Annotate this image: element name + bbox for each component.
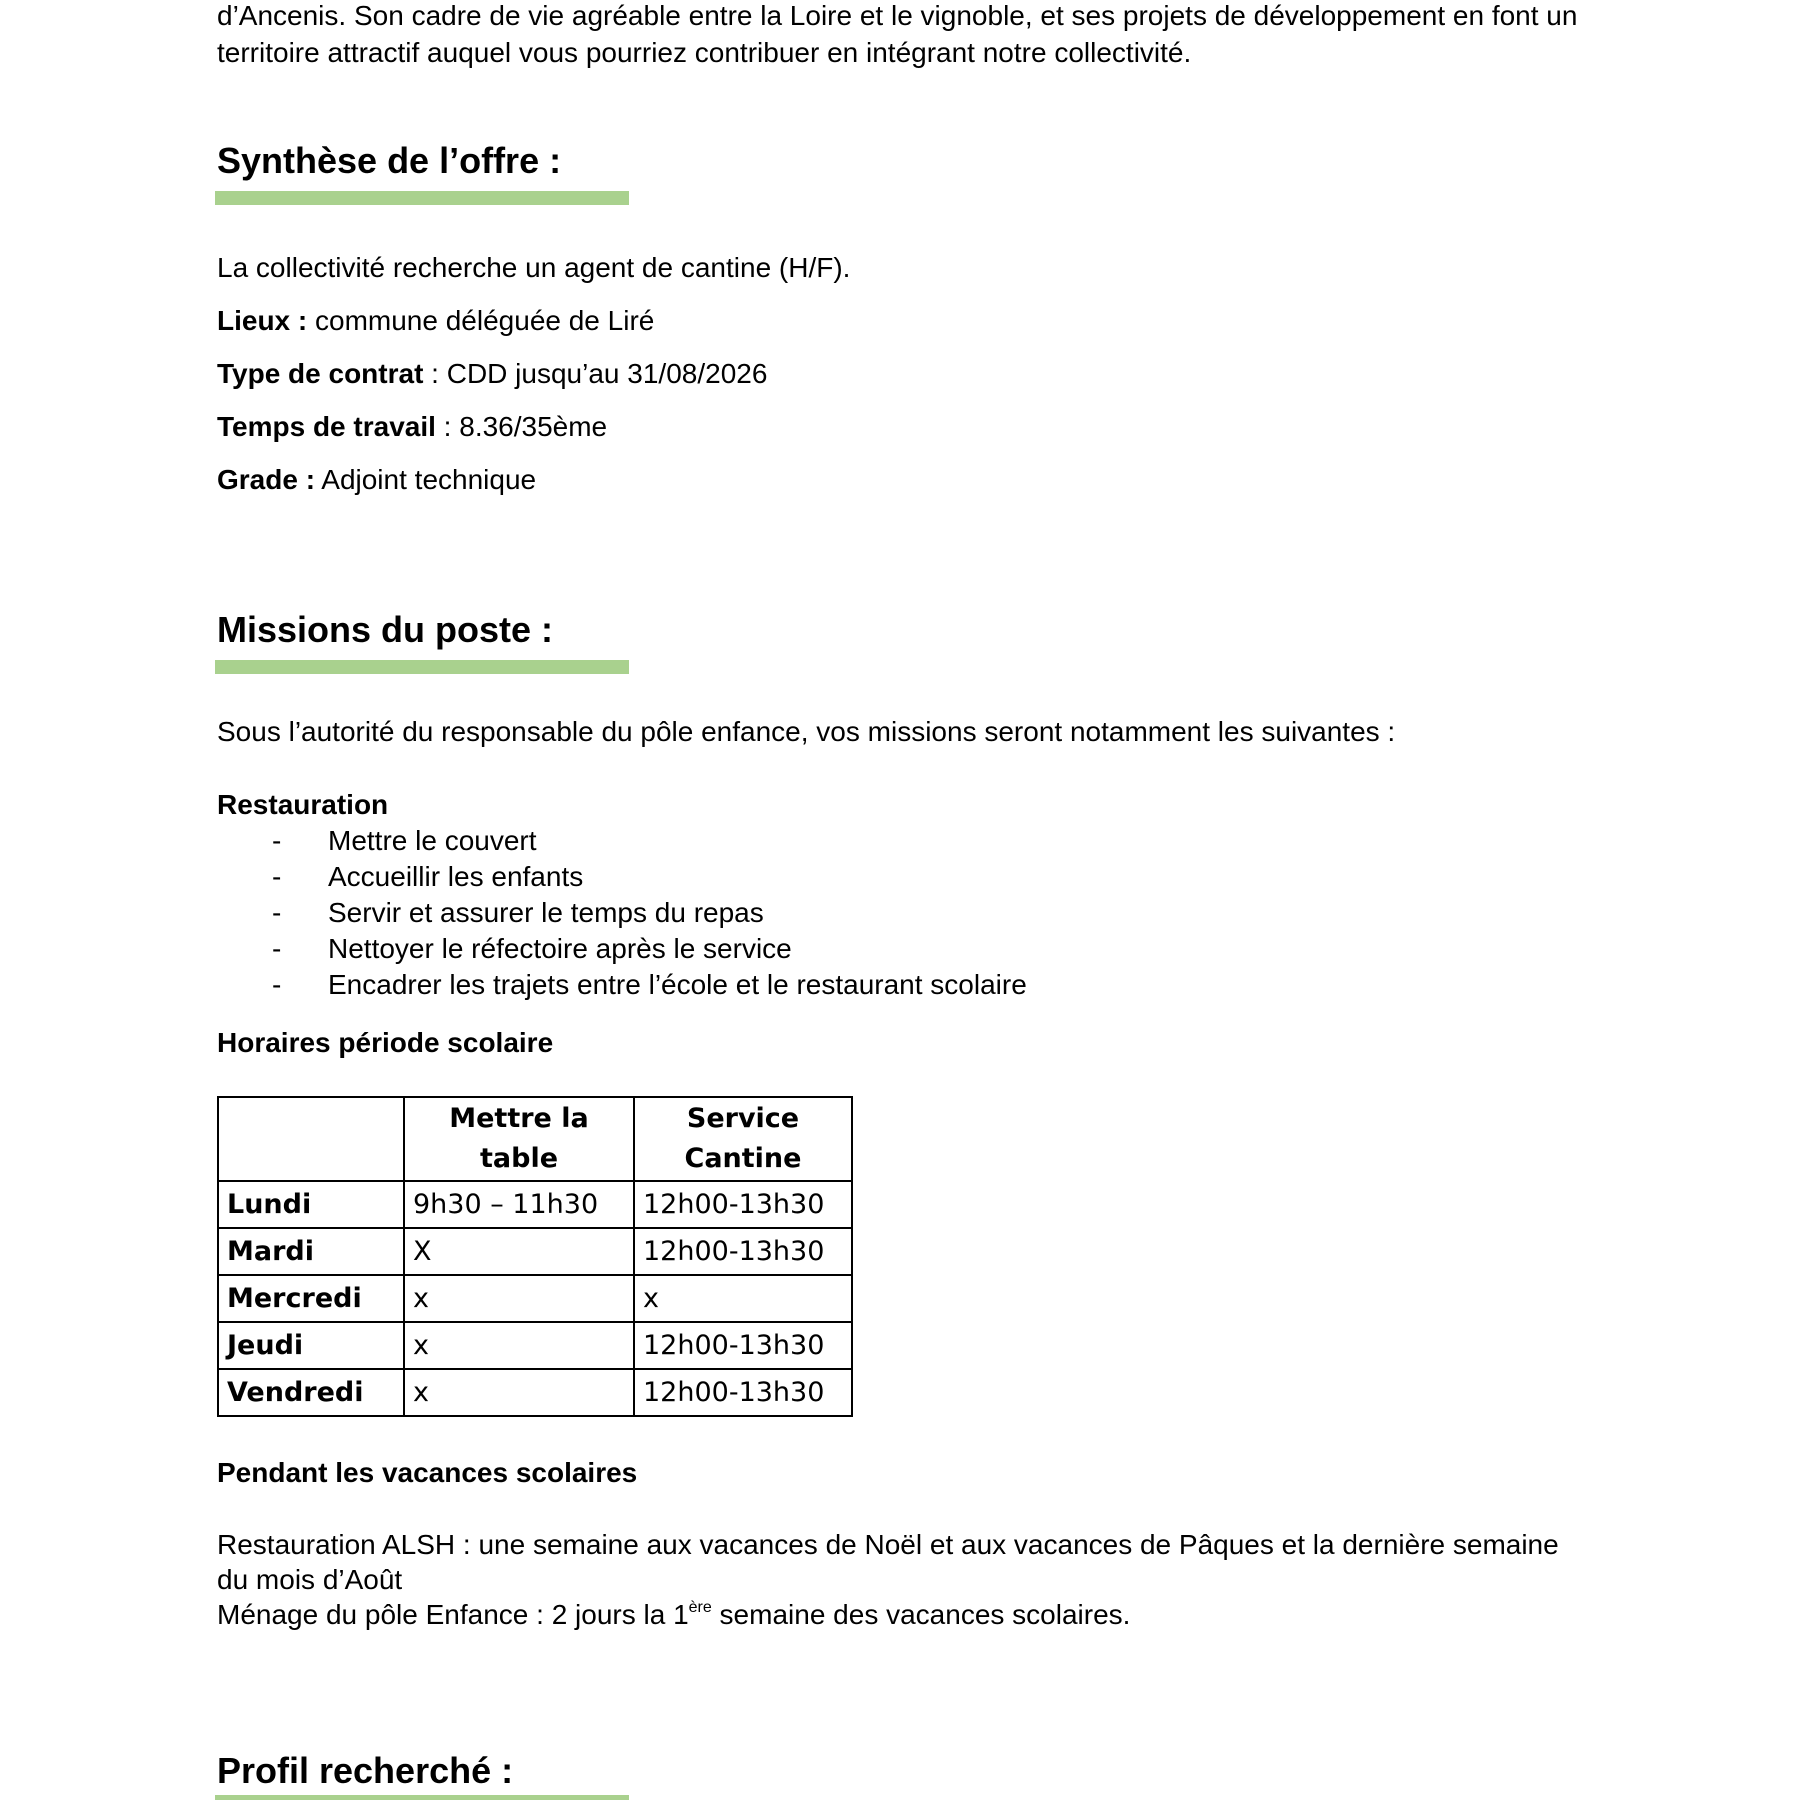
section-underline-missions [215, 660, 629, 674]
field-temps-travail [217, 409, 607, 445]
bullet-dash: - [272, 861, 282, 892]
section-title-missions: Missions du poste : [217, 609, 554, 650]
intro-line-1: d’Ancenis. Son cadre de vie agréable entre la Loire et le vignoble, et ses projets de développement en font un [217, 0, 1578, 31]
table-cell: x [404, 1369, 634, 1416]
section-title-profil: Profil recherché : [217, 1750, 514, 1791]
vacances-line-1: Restauration ALSH : une semaine aux vacances de Noël et aux vacances de Pâques et la dernière semaine [217, 1529, 1559, 1560]
table-cell: 12h00-13h30 [634, 1181, 852, 1228]
table-cell-day: Lundi [218, 1181, 404, 1228]
table-cell: x [404, 1322, 634, 1369]
table-header-cell: Mettre la table [404, 1097, 634, 1181]
offer-summary: La collectivité recherche un agent de cantine (H/F). [217, 252, 851, 283]
bullet-dash: - [272, 897, 282, 928]
field-label: Temps de travail [217, 411, 436, 442]
table-cell-day: Mercredi [218, 1275, 404, 1322]
table-cell: X [404, 1228, 634, 1275]
list-item-text: Mettre le couvert [328, 825, 537, 856]
ordinal-superscript: ère [688, 1599, 712, 1616]
vacances-line-3-text: Ménage du pôle Enfance : 2 jours la 1 [217, 1599, 689, 1630]
missions-intro: Sous l’autorité du responsable du pôle enfance, vos missions seront notamment les suivantes : [217, 716, 1396, 747]
field-label: Grade : [217, 464, 316, 495]
table-header-row [218, 1097, 852, 1181]
vacances-line-3-text-end: semaine des vacances scolaires. [711, 1599, 1131, 1630]
field-label: Lieux : [217, 305, 308, 336]
field-value: Adjoint technique [315, 464, 537, 495]
field-value: commune déléguée de Liré [307, 305, 655, 336]
list-item-text: Accueillir les enfants [328, 861, 584, 892]
field-type-contrat [217, 356, 767, 392]
field-lieux [217, 303, 654, 339]
list-item-text: Servir et assurer le temps du repas [328, 897, 764, 928]
field-value: : CDD jusqu’au 31/08/2026 [423, 358, 768, 389]
section-underline-synthese [215, 191, 629, 205]
bullet-dash: - [272, 969, 282, 1000]
bullet-dash: - [272, 933, 282, 964]
subsection-title-horaires: Horaires période scolaire [217, 1027, 554, 1058]
section-title-synthese: Synthèse de l’offre : [217, 140, 562, 181]
vacances-line-3 [217, 1597, 1130, 1633]
table-cell-day: Jeudi [218, 1322, 404, 1369]
schedule-table [217, 1096, 853, 1417]
table-header-cell: Service Cantine [634, 1097, 852, 1181]
table-row [218, 1275, 852, 1322]
table-cell: 12h00-13h30 [634, 1322, 852, 1369]
table-row [218, 1228, 852, 1275]
table-cell: x [634, 1275, 852, 1322]
table-cell: 12h00-13h30 [634, 1369, 852, 1416]
table-header-cell [218, 1097, 404, 1181]
table-row [218, 1181, 852, 1228]
table-cell: 12h00-13h30 [634, 1228, 852, 1275]
list-item-text: Nettoyer le réfectoire après le service [328, 933, 792, 964]
table-row [218, 1369, 852, 1416]
field-label: Type de contrat [217, 358, 424, 389]
bullet-dash: - [272, 825, 282, 856]
subsection-title-vacances: Pendant les vacances scolaires [217, 1457, 638, 1488]
subsection-title-restauration: Restauration [217, 789, 389, 820]
table-cell-day: Mardi [218, 1228, 404, 1275]
intro-line-2: territoire attractif auquel vous pourriez contribuer en intégrant notre collectivité. [217, 37, 1192, 68]
section-underline-profil [215, 1795, 629, 1800]
field-value: : 8.36/35ème [435, 411, 608, 442]
table-row [218, 1322, 852, 1369]
vacances-line-2: du mois d’Août [217, 1564, 403, 1595]
list-item-text: Encadrer les trajets entre l’école et le restaurant scolaire [328, 969, 1027, 1000]
table-cell-day: Vendredi [218, 1369, 404, 1416]
table-cell: 9h30 – 11h30 [404, 1181, 634, 1228]
field-grade [217, 462, 536, 498]
table-cell: x [404, 1275, 634, 1322]
